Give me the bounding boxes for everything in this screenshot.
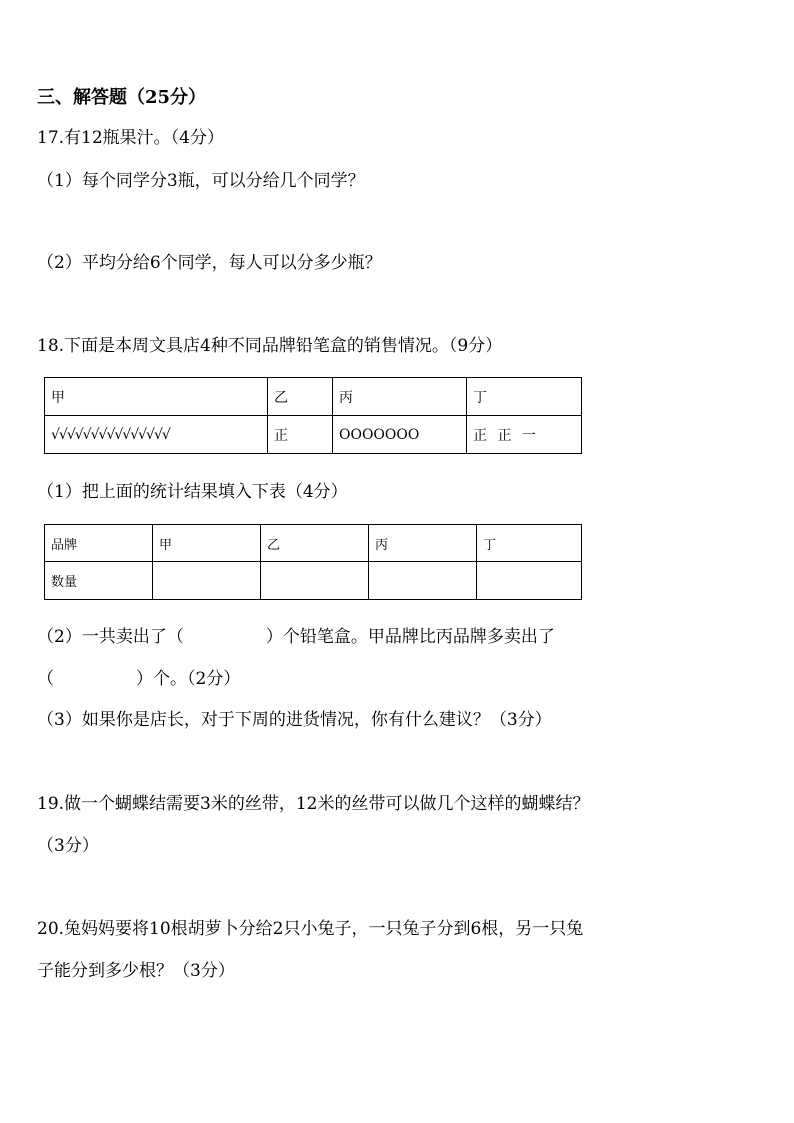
question-20-line-1: 20.兔妈妈要将10根胡萝卜分给2只小兔子，一只兔子分到6根，另一只兔 <box>37 919 584 939</box>
question-19-line-1: 19.做一个蝴蝶结需要3米的丝带，12米的丝带可以做几个这样的蝴蝶结？ <box>37 794 590 814</box>
question-17-part-1: （1）每个同学分3瓶，可以分给几个同学？ <box>37 171 365 191</box>
question-20-line-2: 子能分到多少根？（3分） <box>37 961 235 981</box>
part-2-text-b: ）个铅笔盒。甲品牌比丙品牌多卖出了 <box>265 627 555 647</box>
part-2-text-d: ）个。（2分） <box>136 669 241 689</box>
fill-cell-c[interactable] <box>369 562 477 600</box>
section-title: 三、解答题（25分） <box>37 87 207 108</box>
tally-marks-b: 正 <box>268 416 333 454</box>
fill-cell-b[interactable] <box>261 562 369 600</box>
question-18-part-2 <box>37 629 555 646</box>
fill-cell-d[interactable] <box>477 562 582 600</box>
tally-marks-a: √√√√√√√√√√√√√√√ <box>45 416 268 454</box>
tally-marks-c: OOOOOOO <box>333 416 467 454</box>
tally-header-b: 乙 <box>268 378 333 416</box>
question-18-part-2-cont <box>37 671 240 688</box>
tally-header-c: 丙 <box>333 378 467 416</box>
fill-header-c: 丙 <box>369 525 477 562</box>
question-18-part-1: （1）把上面的统计结果填入下表（4分） <box>37 482 348 502</box>
fill-header-d: 丁 <box>477 525 582 562</box>
tally-marks-d: 正 正 一 <box>467 416 582 454</box>
fill-cell-a[interactable] <box>153 562 261 600</box>
tally-header-a: 甲 <box>45 378 268 416</box>
fill-table <box>44 524 582 600</box>
question-19-line-2: （3分） <box>37 836 99 856</box>
fill-header-b: 乙 <box>261 525 369 562</box>
tally-table <box>44 377 582 454</box>
question-17-part-2: （2）平均分给6个同学，每人可以分多少瓶？ <box>37 253 382 273</box>
part-2-text-a: （2）一共卖出了（ <box>37 627 184 647</box>
fill-header-brand: 品牌 <box>45 525 153 562</box>
question-18-part-3: （3）如果你是店长，对于下周的进货情况，你有什么建议？（3分） <box>37 710 552 730</box>
fill-label-quantity: 数量 <box>45 562 153 600</box>
part-2-text-c: （ <box>37 669 54 689</box>
fill-header-a: 甲 <box>153 525 261 562</box>
question-18-stem: 18.下面是本周文具店4种不同品牌铅笔盒的销售情况。（9分） <box>37 336 503 356</box>
tally-header-d: 丁 <box>467 378 582 416</box>
question-17-stem: 17.有12瓶果汁。（4分） <box>37 128 224 148</box>
